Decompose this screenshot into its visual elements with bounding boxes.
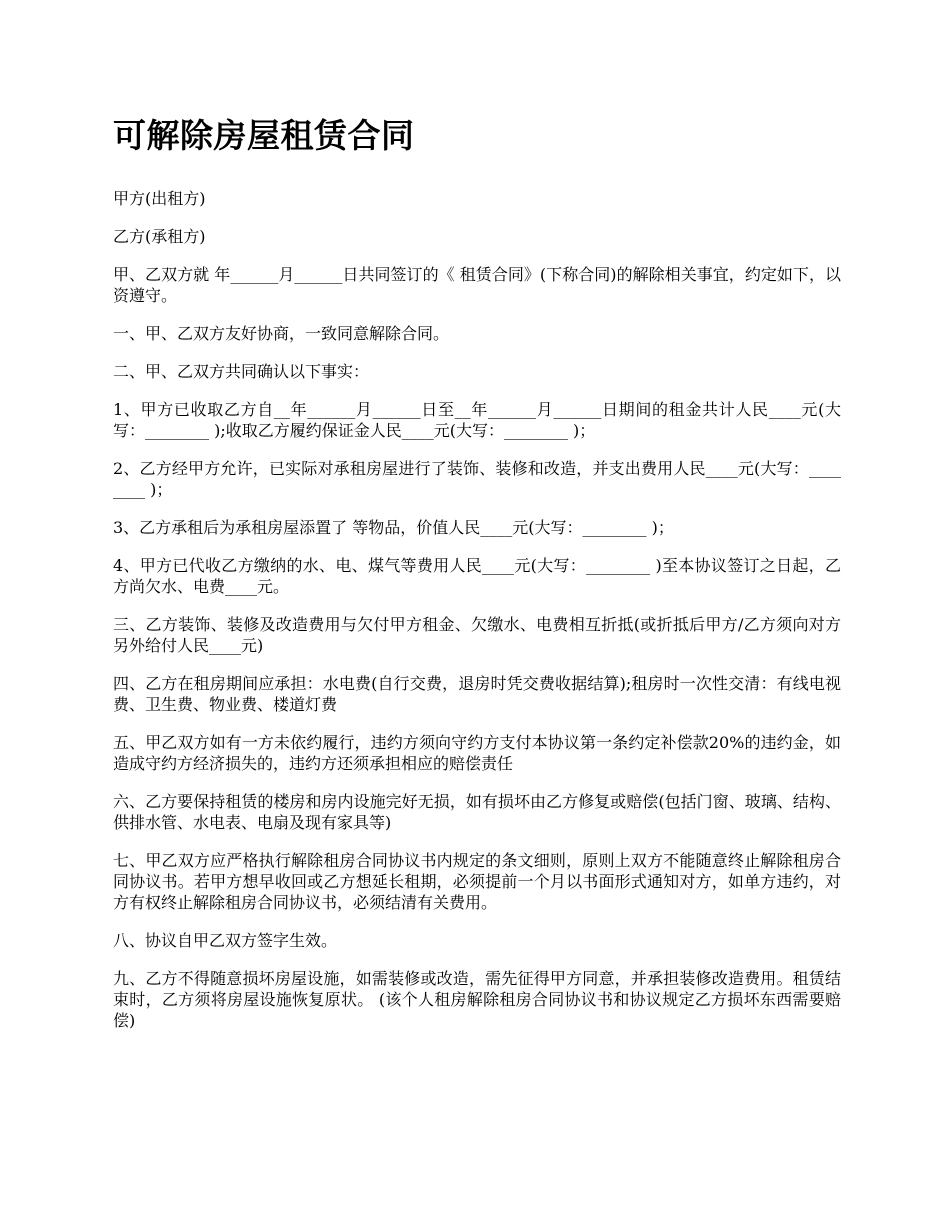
clause-2-item-3: 3、乙方承租后为承租房屋添置了 等物品，价值人民____元(大写：________ )；	[113, 518, 674, 537]
clause-2: 二、甲、乙双方共同确认以下事实：	[113, 362, 370, 381]
clause-2-item-1: 1、甲方已收取乙方自__年______月______日至__年______月______日期间的租金共计人民____元(大写：________ );收取乙方履约保证金人民____元(大写：________ )；	[113, 400, 841, 440]
clause-3: 三、乙方装饰、装修及改造费用与欠付甲方租金、欠缴水、电费相互折抵(或折抵后甲方/乙方须向对方另外给付人民____元)	[113, 615, 841, 655]
clause-4: 四、乙方在租房期间应承担：水电费(自行交费，退房时凭交费收据结算);租房时一次性交清：有线电视费、卫生费、物业费、楼道灯费	[113, 674, 841, 714]
clause-2-item-2: 2、乙方经甲方允许，已实际对承租房屋进行了装饰、装修和改造，并支出费用人民____元(大写：________ )；	[113, 459, 841, 499]
document-page	[113, 108, 841, 1048]
clause-8: 八、协议自甲乙双方签字生效。	[113, 931, 338, 950]
clause-9: 九、乙方不得随意损坏房屋设施，如需装修或改造，需先征得甲方同意，并承担装修改造费用。租赁结束时，乙方须将房屋设施恢复原状。 (该个人租房解除租房合同协议书和协议规定乙方损坏东西需要赔偿)	[113, 969, 841, 1030]
clause-7: 七、甲乙双方应严格执行解除租房合同协议书内规定的条文细则，原则上双方不能随意终止解除租房合同协议书。若甲方想早收回或乙方想延长租期，必须提前一个月以书面形式通知对方，如单方违约，对方有权终止解除租房合同协议书，必须结清有关费用。	[113, 851, 841, 912]
preamble-paragraph: 甲、乙双方就 年______月______日共同签订的《 租赁合同》(下称合同)的解除相关事宜，约定如下，以资遵守。	[113, 265, 841, 305]
clause-6: 六、乙方要保持租赁的楼房和房内设施完好无损，如有损坏由乙方修复或赔偿(包括门窗、玻璃、结构、供排水管、水电表、电扇及现有家具等)	[113, 792, 841, 832]
clause-2-item-4: 4、甲方已代收乙方缴纳的水、电、煤气等费用人民____元(大写：________ )至本协议签订之日起，乙方尚欠水、电费____元。	[113, 556, 841, 596]
party-a: 甲方(出租方)	[113, 189, 206, 208]
party-b: 乙方(承租方)	[113, 227, 206, 246]
document-title: 可解除房屋租赁合同	[113, 116, 415, 155]
clause-5: 五、甲乙双方如有一方未依约履行，违约方须向守约方支付本协议第一条约定补偿款20%的违约金，如造成守约方经济损失的，违约方还须承担相应的赔偿责任	[113, 733, 841, 773]
clause-1: 一、甲、乙双方友好协商，一致同意解除合同。	[113, 324, 450, 343]
